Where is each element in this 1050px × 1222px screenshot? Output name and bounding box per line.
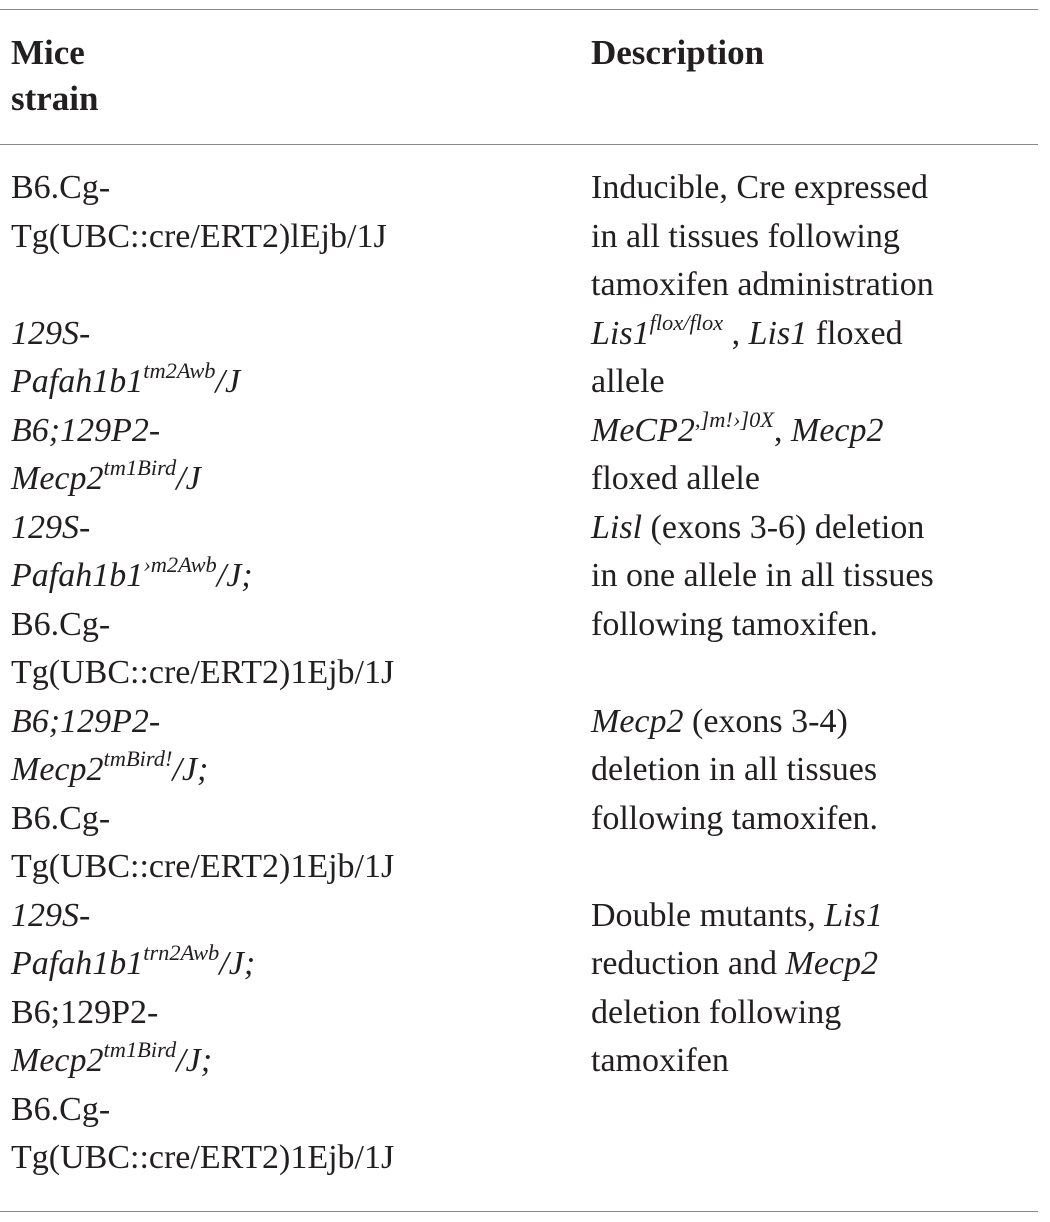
gene-name: Mecp2 bbox=[591, 702, 684, 740]
description-text bbox=[591, 698, 1031, 747]
strain-text: 129S- bbox=[11, 896, 91, 934]
strain-text bbox=[11, 1037, 581, 1086]
allele-superscript: tm1Bird bbox=[103, 455, 177, 481]
strain-cell bbox=[11, 164, 581, 261]
description-text: in all tissues following bbox=[591, 217, 900, 255]
strain-text bbox=[11, 455, 581, 504]
description-text: Inducible, Cre expressed bbox=[591, 169, 929, 206]
strain-text: B6.Cg- bbox=[11, 1090, 111, 1128]
description-fragment: (exons 3-6) deletion bbox=[642, 508, 925, 546]
description-text: allele bbox=[591, 363, 665, 400]
gene-name: Pafah1b1 bbox=[11, 363, 144, 400]
description-text bbox=[591, 310, 1031, 359]
allele-superscript: flox/flox bbox=[649, 309, 724, 335]
description-fragment: (exons 3-4) bbox=[683, 702, 848, 740]
table-row bbox=[0, 407, 1038, 504]
description-text: floxed allele bbox=[591, 460, 760, 497]
gene-name: Lis1 bbox=[748, 314, 808, 352]
strain-suffix: /J; bbox=[219, 945, 256, 982]
strain-suffix: /J; bbox=[176, 1042, 213, 1079]
description-text: tamoxifen administration bbox=[591, 266, 934, 303]
description-text bbox=[591, 504, 1031, 553]
table-bottom-rule bbox=[0, 1211, 1038, 1212]
description-text bbox=[591, 892, 1031, 941]
gene-name: MeCP2 bbox=[591, 411, 695, 449]
table-body bbox=[0, 164, 1038, 1183]
strain-text: Tg(UBC::cre/ERT2)1Ejb/1J bbox=[11, 654, 395, 691]
strain-text: B6.Cg- bbox=[11, 169, 111, 206]
gene-name: Lis1 bbox=[824, 896, 883, 934]
strain-cell bbox=[11, 407, 581, 504]
strain-text: Tg(UBC::cre/ERT2)1Ejb/1J bbox=[11, 848, 395, 885]
table-row bbox=[0, 892, 1038, 1183]
strain-text bbox=[11, 358, 581, 407]
allele-superscript: tmBird! bbox=[103, 746, 173, 772]
strain-text: 129S- bbox=[11, 314, 91, 352]
allele-superscript: ,]m!›]0X bbox=[694, 406, 775, 432]
gene-name: Lis1 bbox=[591, 314, 650, 352]
strain-text bbox=[11, 746, 581, 795]
table-row bbox=[0, 504, 1038, 698]
strain-cell bbox=[11, 892, 581, 1183]
table-top-rule bbox=[0, 9, 1038, 10]
description-text: tamoxifen bbox=[591, 1042, 729, 1079]
header-strain-line-2: strain bbox=[11, 79, 99, 118]
gene-name: Pafah1b1 bbox=[11, 945, 144, 982]
description-text bbox=[591, 940, 1031, 989]
description-text bbox=[591, 407, 1031, 456]
strain-text: B6;129P2- bbox=[11, 411, 161, 449]
header-mice-strain bbox=[11, 30, 231, 122]
description-cell bbox=[591, 504, 1031, 650]
strain-text bbox=[11, 940, 581, 989]
allele-superscript: trn2Awb bbox=[143, 940, 220, 966]
strain-text: 129S- bbox=[11, 508, 91, 546]
strain-text bbox=[11, 552, 581, 601]
table-header-rule bbox=[0, 144, 1038, 145]
description-fragment: reduction and bbox=[591, 945, 786, 982]
gene-name: Pafah1b1 bbox=[11, 557, 144, 594]
description-cell bbox=[591, 407, 1031, 504]
allele-superscript: ›m2Awb bbox=[143, 552, 217, 578]
strain-cell bbox=[11, 504, 581, 698]
strain-text: Tg(UBC::cre/ERT2)lEjb/1J bbox=[11, 217, 387, 255]
gene-name: Mecp2 bbox=[11, 751, 104, 788]
gene-name: Mecp2 bbox=[791, 411, 884, 449]
gene-name: Mecp2 bbox=[785, 945, 879, 982]
description-cell bbox=[591, 164, 1031, 310]
strain-text: Tg(UBC::cre/ERT2)1Ejb/1J bbox=[11, 1139, 395, 1176]
strain-suffix: /J; bbox=[172, 751, 209, 788]
allele-superscript: tm2Awb bbox=[143, 358, 216, 384]
description-text: in one allele in all tissues bbox=[591, 557, 934, 594]
description-text: following tamoxifen. bbox=[591, 799, 879, 837]
table-row bbox=[0, 164, 1038, 310]
strain-text: B6;129P2- bbox=[11, 702, 161, 740]
strain-text: B6.Cg- bbox=[11, 605, 111, 643]
header-description: Description bbox=[591, 33, 765, 72]
gene-name: Mecp2 bbox=[11, 460, 104, 497]
strain-suffix: /J bbox=[176, 460, 201, 497]
strain-cell bbox=[11, 698, 581, 892]
table-row bbox=[0, 698, 1038, 892]
description-cell bbox=[591, 310, 1031, 407]
strain-suffix: /J bbox=[215, 363, 241, 400]
description-fragment: Double mutants, bbox=[591, 896, 825, 934]
separator-text: , bbox=[723, 314, 749, 352]
allele-superscript: tm1Bird bbox=[103, 1037, 177, 1063]
strain-text: B6;129P2- bbox=[11, 993, 159, 1031]
description-cell bbox=[591, 698, 1031, 844]
description-text: following tamoxifen. bbox=[591, 605, 879, 643]
separator-text: , bbox=[774, 411, 792, 449]
strain-cell bbox=[11, 310, 581, 407]
gene-name: Lisl bbox=[591, 508, 643, 546]
strain-text: B6.Cg- bbox=[11, 799, 111, 837]
strain-suffix: /J; bbox=[216, 557, 253, 594]
description-fragment: floxed bbox=[807, 314, 903, 352]
description-cell bbox=[591, 892, 1031, 1086]
description-text: deletion following bbox=[591, 993, 842, 1031]
header-strain-line-1: Mice bbox=[11, 33, 85, 72]
table-row bbox=[0, 310, 1038, 407]
gene-name: Mecp2 bbox=[11, 1042, 104, 1079]
description-text: deletion in all tissues bbox=[591, 751, 878, 788]
